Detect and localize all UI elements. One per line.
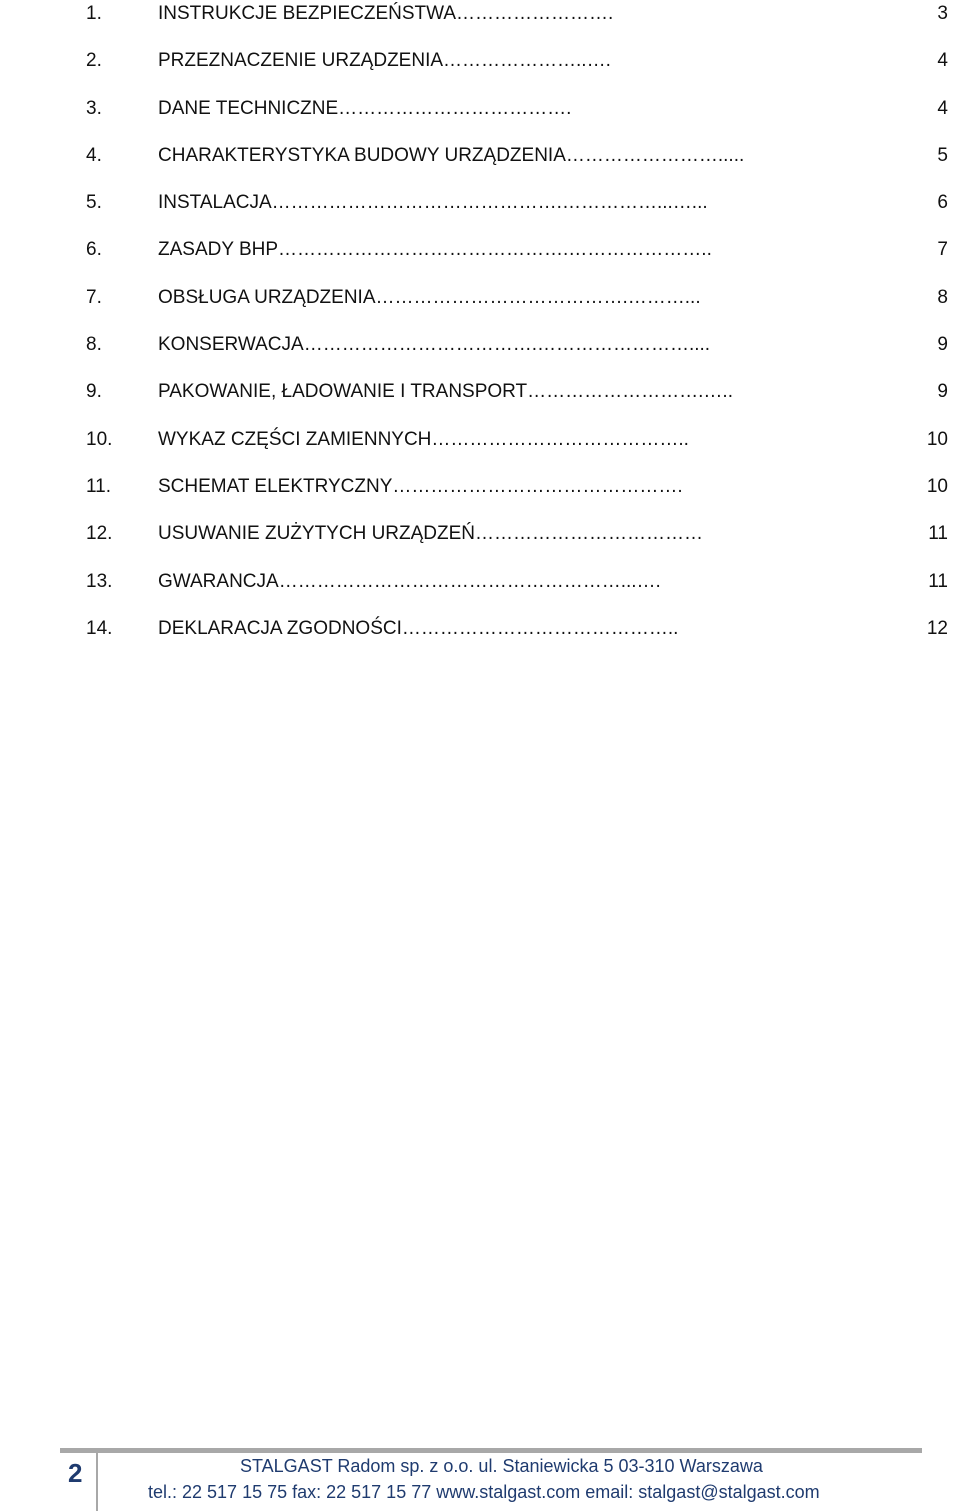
toc-entry-title: PAKOWANIE, ŁADOWANIE I TRANSPORT……………………….….. — [158, 381, 733, 403]
toc-entry-number: 11. — [86, 475, 112, 497]
toc-entry-number: 13. — [86, 570, 113, 592]
toc-entry-number: 2. — [86, 50, 102, 72]
toc-entry-page: 10 — [926, 475, 948, 497]
toc-entry-number: 4. — [86, 144, 102, 166]
toc-entry[interactable] — [0, 95, 960, 142]
toc-entry[interactable] — [0, 568, 960, 615]
toc-entry-title: WYKAZ CZĘŚCI ZAMIENNYCH………………………………….. — [158, 428, 689, 450]
toc-entry-number: 1. — [86, 3, 102, 24]
toc-entry-number: 14. — [86, 617, 113, 639]
footer-divider-horizontal — [60, 1448, 922, 1453]
toc-entry-number: 7. — [86, 286, 102, 308]
toc-entry-title: KONSERWACJA……………………………….…………………….... — [158, 334, 711, 356]
toc-entry-number: 8. — [86, 334, 102, 356]
toc-entry-title: CHARAKTERYSTYKA BUDOWY URZĄDZENIA……………………..... — [158, 144, 745, 166]
toc-entry[interactable] — [0, 615, 960, 662]
toc-entry-page: 6 — [937, 192, 948, 214]
toc-entry-number: 10. — [86, 428, 113, 450]
toc-entry[interactable] — [0, 378, 960, 425]
toc-entry[interactable] — [0, 0, 960, 47]
toc-entry-page: 9 — [937, 381, 948, 403]
footer-company-address: STALGAST Radom sp. z o.o. ul. Staniewicka 5 03-310 Warszawa — [240, 1456, 763, 1476]
toc-entry[interactable] — [0, 473, 960, 520]
toc-entry-title: INSTALACJA……………………………………….……………...…... — [158, 192, 708, 214]
toc-entry[interactable] — [0, 520, 960, 567]
toc-entry-page: 7 — [937, 239, 948, 261]
toc-entry-title: OBSŁUGA URZĄDZENIA………………………………….………... — [158, 286, 701, 308]
toc-entry-number: 5. — [86, 192, 102, 214]
toc-entry-title: GWARANCJA………………………………………………...…. — [158, 570, 661, 592]
toc-entry-page: 10 — [926, 428, 948, 450]
toc-entry[interactable] — [0, 236, 960, 283]
toc-entry-page: 4 — [937, 97, 948, 119]
page-number: 2 — [68, 1458, 83, 1488]
toc-entry-title: INSTRUKCJE BEZPIECZEŃSTWA……………………. — [158, 3, 614, 24]
toc-entry[interactable] — [0, 142, 960, 189]
toc-entry-number: 12. — [86, 523, 113, 545]
toc-entry-page: 8 — [937, 286, 948, 308]
toc-entry-page: 4 — [937, 50, 948, 72]
toc-entry-title: SCHEMAT ELEKTRYCZNY………………………………………. — [158, 475, 683, 497]
toc-entry-page: 9 — [937, 334, 948, 356]
toc-entry-title: DEKLARACJA ZGODNOŚCI…………………………………….. — [158, 617, 679, 639]
toc-entry[interactable] — [0, 426, 960, 473]
page-footer — [60, 1448, 922, 1511]
toc-entry[interactable] — [0, 284, 960, 331]
toc-entry[interactable] — [0, 189, 960, 236]
toc-entry-page: 5 — [937, 144, 948, 166]
table-of-contents — [0, 0, 960, 662]
footer-divider-vertical — [96, 1453, 98, 1511]
toc-entry-title: DANE TECHNICZNE………………………………. — [158, 97, 572, 119]
toc-entry-number: 3. — [86, 97, 102, 119]
toc-entry-number: 9. — [86, 381, 102, 403]
toc-entry-page: 11 — [928, 570, 948, 592]
toc-entry-page: 11 — [928, 523, 948, 545]
footer-contact-info: tel.: 22 517 15 75 fax: 22 517 15 77 www.stalgast.com email: stalgast@stalgast.com — [148, 1482, 820, 1502]
toc-entry-title: PRZEZNACZENIE URZĄDZENIA…………………..…. — [158, 50, 611, 72]
toc-entry[interactable] — [0, 47, 960, 94]
toc-entry-page: 12 — [926, 617, 948, 639]
toc-entry-page: 3 — [937, 3, 948, 24]
toc-entry-number: 6. — [86, 239, 102, 261]
toc-entry-title: ZASADY BHP……………………………………….………………….. — [158, 239, 712, 261]
toc-entry-title: USUWANIE ZUŻYTYCH URZĄDZEŃ……………………………… — [158, 523, 704, 545]
toc-entry[interactable] — [0, 331, 960, 378]
